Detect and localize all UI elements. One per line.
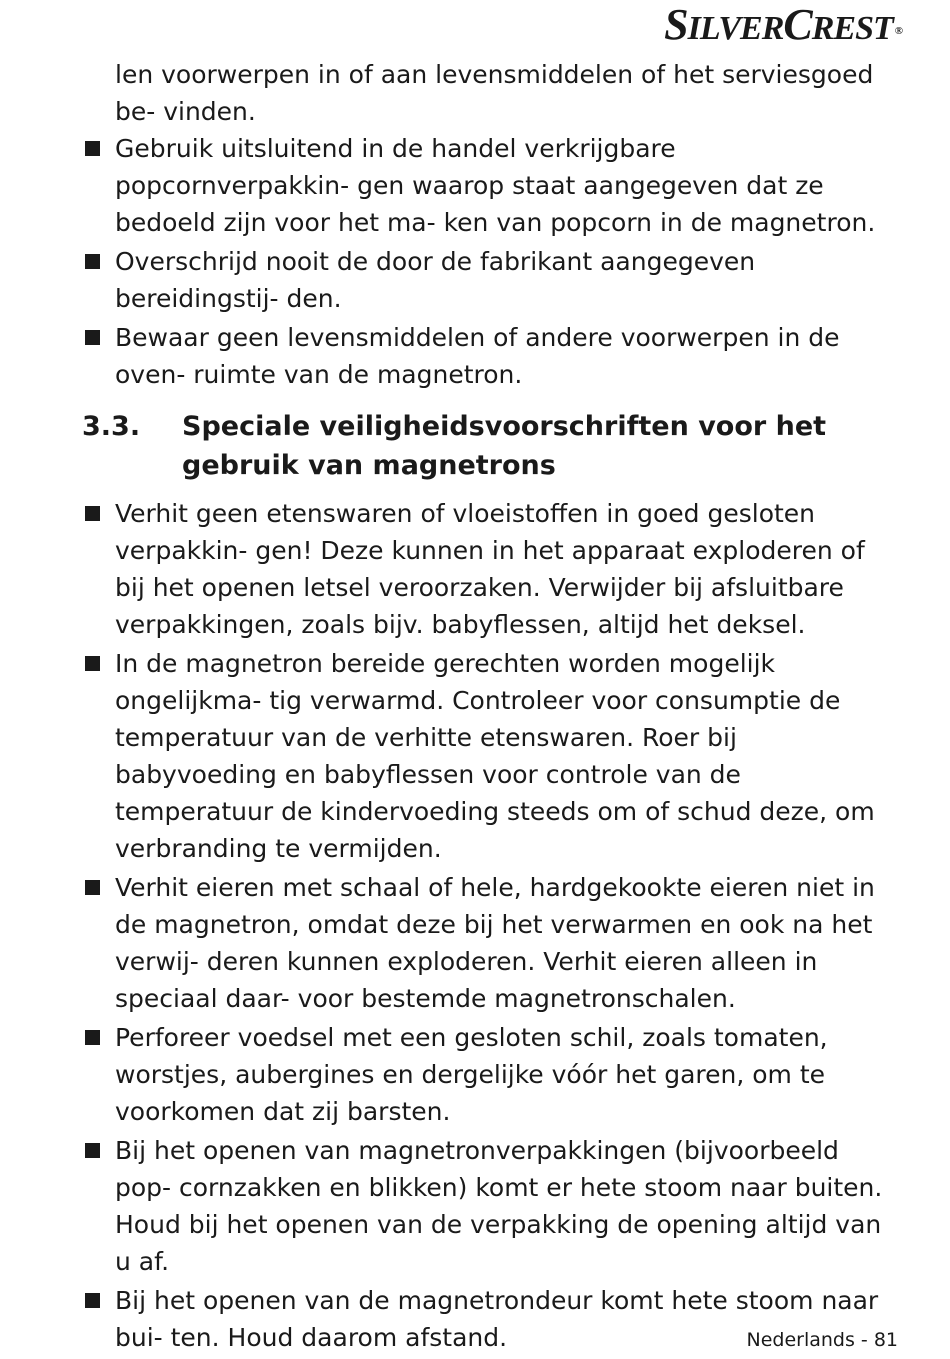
list-item <box>82 645 902 867</box>
list-item-text: Overschrijd nooit de door de fabrikant aangegeven bereidingstij- den. <box>115 247 756 313</box>
bullet-list-before <box>82 130 902 393</box>
list-item-text: Perforeer voedsel met een gesloten schil, zoals tomaten, worstjes, aubergines en dergelijke vóór het garen, om te voorkomen dat zij barsten. <box>115 1023 828 1126</box>
list-item-text: Bewaar geen levensmiddelen of andere voorwerpen in de oven- ruimte van de magnetron. <box>115 323 840 389</box>
page-footer: Nederlands - 81 <box>746 1329 898 1351</box>
logo-letter-s: S <box>664 0 688 49</box>
logo-letters-rest: REST <box>811 10 893 47</box>
square-bullet-icon <box>85 254 100 269</box>
list-item <box>82 1132 902 1280</box>
registered-mark: ® <box>894 25 902 37</box>
square-bullet-icon <box>85 880 100 895</box>
list-item-text: Verhit geen etenswaren of vloeistoffen in goed gesloten verpakkin- gen! Deze kunnen in het apparaat exploderen of bij het openen letsel veroorzaken. Verwijder bij afsluitbare verpakkingen, zoals bijv. babyflessen, altijd het deksel. <box>115 499 865 639</box>
square-bullet-icon <box>85 1293 100 1308</box>
list-item-text: In de magnetron bereide gerechten worden mogelijk ongelijkma- tig verwarmd. Controleer voor consumptie de temperatuur van de verhitte etenswaren. Roer bij babyvoeding en babyflessen voor controle van de temperatuur de kindervoeding steeds om of schud deze, om verbranding te vermijden. <box>115 649 875 863</box>
list-item-text: Gebruik uitsluitend in de handel verkrijgbare popcornverpakkin- gen waarop staat aangegeven dat ze bedoeld zijn voor het ma- ken van popcorn in de magnetron. <box>115 134 876 237</box>
list-item-text: Verhit eieren met schaal of hele, hardgekookte eieren niet in de magnetron, omdat deze bij het verwarmen en ook na het verwij- deren kunnen exploderen. Verhit eieren alleen in speciaal daar- voor bestemde magnetronschalen. <box>115 873 875 1013</box>
list-item-text: Bij het openen van magnetronverpakkingen (bijvoorbeeld pop- cornzakken en blikken) komt er hete stoom naar buiten. Houd bij het openen van de verpakking de opening altijd van u af. <box>115 1136 883 1276</box>
bullet-list-after <box>82 495 902 1356</box>
list-item <box>82 319 902 393</box>
logo-letters-ilver: ILVER <box>687 10 784 47</box>
list-item-text: Bij het openen van de magnetrondeur komt hete stoom naar bui- ten. Houd daarom afstand. <box>115 1286 879 1352</box>
square-bullet-icon <box>85 141 100 156</box>
logo-letter-c: C <box>783 0 812 49</box>
list-item <box>82 869 902 1017</box>
intro-paragraph: len voorwerpen in of aan levensmiddelen of het serviesgoed be- vinden. <box>115 60 874 126</box>
section-heading <box>82 407 902 485</box>
list-item <box>82 495 902 643</box>
list-item <box>82 1019 902 1130</box>
square-bullet-icon <box>85 1143 100 1158</box>
square-bullet-icon <box>85 330 100 345</box>
square-bullet-icon <box>85 1030 100 1045</box>
list-item <box>82 243 902 317</box>
section-title: Speciale veiligheidsvoorschriften voor het gebruik van magnetrons <box>182 411 827 481</box>
silvercrest-logo <box>664 2 902 52</box>
list-item <box>82 130 902 241</box>
page-content <box>82 56 902 1358</box>
section-number: 3.3. <box>82 411 141 442</box>
square-bullet-icon <box>85 506 100 521</box>
square-bullet-icon <box>85 656 100 671</box>
